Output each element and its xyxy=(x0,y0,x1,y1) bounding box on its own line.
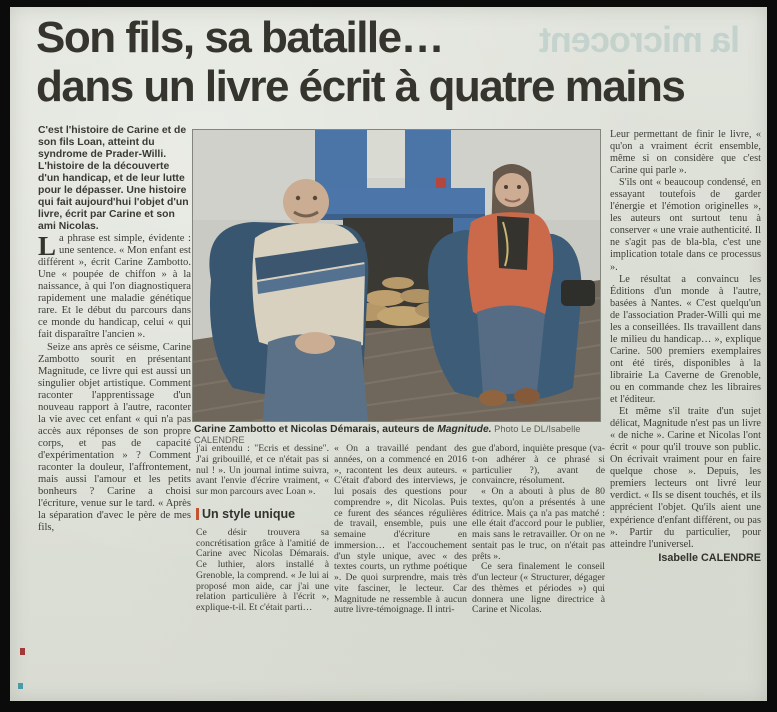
paragraph: Seize ans après ce séisme, Carine Zambotto sourit en présentant Magnitude, ce livre qui est aussi un singulier objet artistique. Comment raconter l'apprentissage d'un nouveau rapport à l'autre, raconter la vie avec cet enfant « qui n'a pas accès aux réponses de son propre corps, et pas de capacité d'expérimentation » ? Comment raconter la douleur, l'affrontement, mais aussi l'amour et les petits bonheurs ? Carine a choisi l'écriture, venue sur le tard. « Après la séparation d'avec le père de mes fils, xyxy=(38,342,191,533)
paragraph: Et même s'il traite d'un sujet délicat, Magnitude n'est pas un livre « de niche ». Carine et Nicolas l'ont écrit « pour qu'il trouve son public. On écrivait vraiment pour en faire quelque chose ». Depuis, les premiers lecteurs ont livré leur verdict. « Ils se disent touchés, et ils apprécient l'objet. Qu'ils aient une expérience d'enfant différent, ou pas ». Partir du particulier, pour atteindre l'universel. xyxy=(610,406,761,550)
newspaper-clipping xyxy=(10,7,767,701)
registration-mark-red xyxy=(20,648,25,655)
grain-overlay xyxy=(193,130,600,421)
article-photo xyxy=(192,129,601,422)
paragraph: « On a travaillé pendant des années, on a commencé en 2016 », racontent les deux auteurs. « C'était d'abord des interviews, je lui posais des questions pour comprendre », dit Nicolas. Puis ce furent des séances régulières de travail, ensemble, puis une semaine d'écriture en immersion… et l'accouchement d'un style unique, avec « des textes courts, un rythme poétique ». De quoi surprendre, mais très vite fasciner, le lecteur. Car Magnitude ne ressemble à aucun autre livre-témoignage. Il intri- xyxy=(334,444,467,616)
headline-line1: Son fils, sa bataille… xyxy=(36,13,444,62)
bleed-through-text: la microcent xyxy=(539,19,740,60)
article-lede: C'est l'histoire de Carine et de son fils Loan, atteint du syndrome de Prader-Willi. L'histoire de la découverte d'un handicap, et de leur lutte pour le dépasser. Une histoire qui fait aujourd'hui l'objet d'un livre, écrit par Carine et son ami Nicolas. xyxy=(38,125,189,232)
paragraph xyxy=(38,233,191,341)
paragraph: Le résultat a convaincu les Éditions d'un monde à l'autre, basées à Nantes. « C'est quelqu'un de l'association Prader-Willi qui me les a conseillées. Ils travaillent dans le milieu du handicap… », explique Carine. 500 premiers exemplaires ont été tirés, disponibles à la librairie La Caverne de Grenoble, ou en commande chez les libraires et l'éditeur. xyxy=(610,273,761,406)
paragraph: gue d'abord, inquiète presque (va-t-on adhérer à ce phrasé si particulier ?), avant de convaincre, résolument. xyxy=(472,444,605,487)
column-2 xyxy=(196,444,329,700)
column-4 xyxy=(472,444,605,700)
photo-illustration xyxy=(193,130,600,421)
registration-mark-teal xyxy=(18,683,23,689)
column-1 xyxy=(38,125,191,697)
caption-book-title: Magnitude. xyxy=(437,424,492,435)
article-headline xyxy=(36,13,758,111)
paragraph: S'ils ont « beaucoup condensé, en essayant toutefois de garder l'énergie et l'émotion originelles », les auteurs ont surtout tenu à conserver « une vraie authenticité. Il ne s'agit pas de bla-bla, c'est une implication totale dans ce processus ». xyxy=(610,177,761,273)
column-1-body xyxy=(38,233,191,534)
subhead-label: Un style unique xyxy=(202,506,296,521)
section-subhead xyxy=(196,507,329,521)
paragraph: Ce sera finalement le conseil d'un lecteur (« Structurer, dégager des thèmes et périodes ») qui donnera une ligne directrice à Carine et Nicolas. xyxy=(472,561,605,616)
column-3 xyxy=(334,444,467,700)
author-byline: Isabelle CALENDRE xyxy=(658,551,761,564)
paragraph: « On a abouti à plus de 80 textes, qu'on a présentés à une éditrice. Mais ça n'a pas matché : elle était d'accord pour le publier, mais sans le retravailler. Or on ne sentait pas le truc, on n'était pas prêts ». xyxy=(472,486,605,562)
paragraph: Ce désir trouvera sa concrétisation grâce à l'amitié de Carine avec Nicolas Démarais. Ce luthier, alors installé à Grenoble, la comprend. « Je lui ai proposé mon aide, car j'ai une relation particulière à l'écrit », explique-t-il. Et c'était parti… xyxy=(196,526,329,613)
drop-cap: L xyxy=(38,231,57,261)
paragraph: Leur permettant de finir le livre, « qu'on a vraiment écrit ensemble, même si on considère que c'est Carine qui parle ». xyxy=(610,129,761,177)
column-5 xyxy=(610,129,761,699)
subhead-bar-icon xyxy=(196,508,199,520)
headline-line2: dans un livre écrit à quatre mains xyxy=(36,62,685,111)
photo-caption xyxy=(194,424,624,446)
paragraph: j'ai entendu : "Écris et dessine". J'ai gribouillé, et ce n'était pas si nul ! ». Un journal intime suivra, avant l'envie d'écrire vraiment, « sur mon parcours avec Loan ». xyxy=(196,444,329,497)
caption-text: Carine Zambotto et Nicolas Démarais, auteurs de xyxy=(194,424,438,435)
paragraph-text: a phrase est simple, évidente : une sentence. « Mon enfant est différent », écrit Carine Zambotto. Une « poupée de chiffon » à la naissance, à qui l'on diagnostiquera rapidement une maladie génétique rare. Et le début du parcours dans ce monde du handicap, celui « qui fait disparaître l'ancien ». xyxy=(38,233,191,340)
photo-credit: Photo Le DL/Isabelle CALENDRE xyxy=(194,424,581,445)
